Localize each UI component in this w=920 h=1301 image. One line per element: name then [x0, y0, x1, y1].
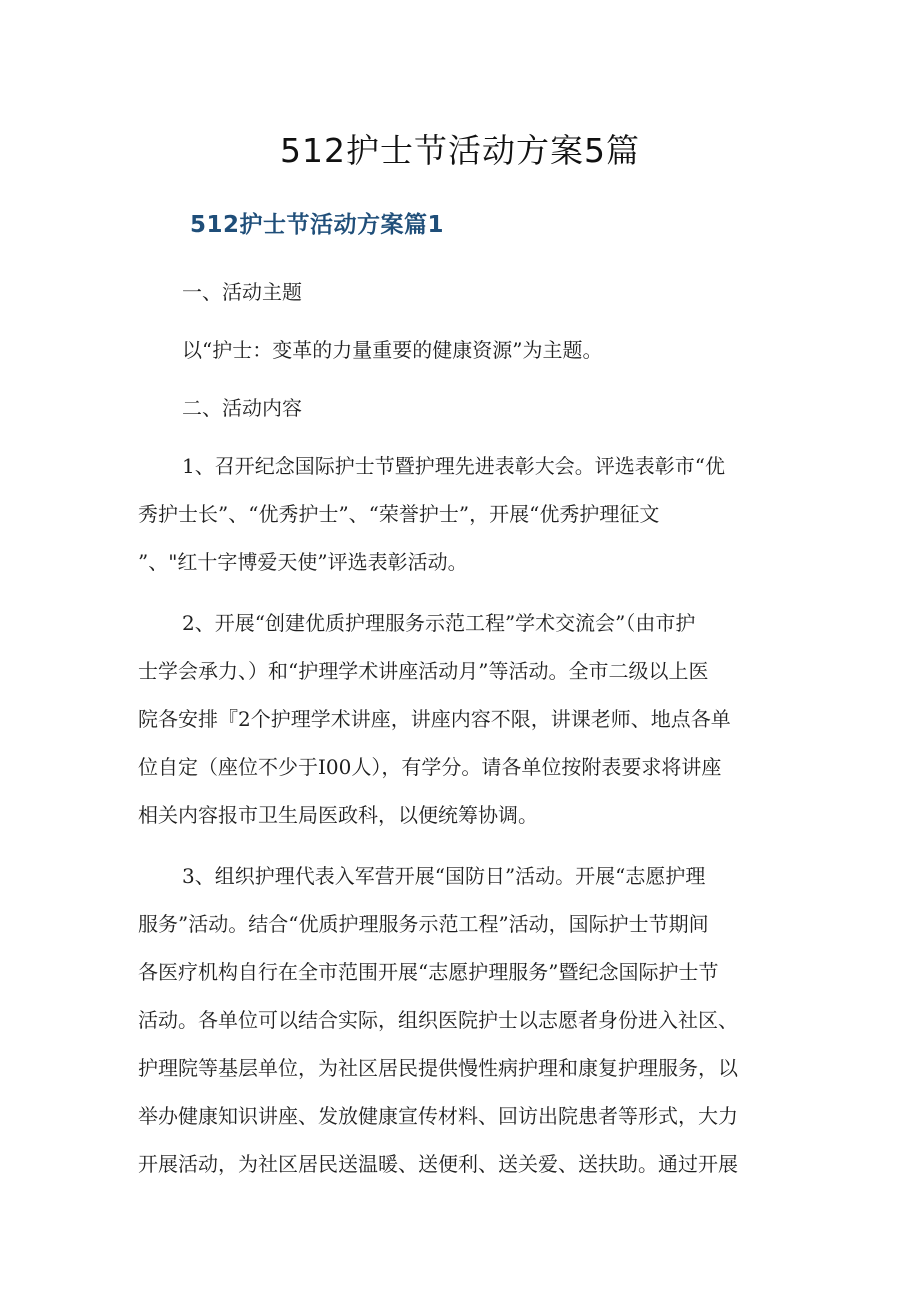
- paragraph-line: 举办健康知识讲座、发放健康宣传材料、回访出院患者等形式，大力: [138, 1104, 738, 1128]
- document-body: [138, 268, 788, 1188]
- heading-activity-theme: [138, 268, 788, 316]
- paragraph-line: 2、开展“创建优质护理服务示范工程”学术交流会”（由市护: [182, 611, 696, 635]
- paragraph-line: 3、组织护理代表入军营开展“国防日”活动。开展“志愿护理: [182, 864, 706, 888]
- heading-line: 二、活动内容: [182, 396, 302, 420]
- paragraph-line: 1、召开纪念国际护士节暨护理先进表彰大会。评选表彰市“优: [182, 454, 725, 478]
- paragraph-line: 以“护士：变革的力量重要的健康资源”为主题。: [182, 338, 603, 362]
- section-heading: 512护士节活动方案篇1: [190, 212, 445, 238]
- paragraph-line: 相关内容报市卫生局医政科，以便统筹协调。: [138, 803, 538, 827]
- document-title: 512护士节活动方案5篇: [280, 131, 640, 170]
- heading-line: 一、活动主题: [182, 280, 302, 304]
- paragraph-line: 各医疗机构自行在全市范围开展“志愿护理服务”暨纪念国际护士节: [138, 960, 719, 984]
- paragraph-line: ”、"红十字博爱天使”评选表彰活动。: [138, 550, 468, 574]
- paragraph-line: 院各安排『2个护理学术讲座，讲座内容不限，讲课老师、地点各单: [138, 707, 731, 731]
- paragraph-line: 秀护士长”、“优秀护士”、“荣誉护士”，开展“优秀护理征文: [138, 502, 660, 526]
- paragraph-line: 服务”活动。结合“优质护理服务示范工程”活动，国际护士节期间: [138, 912, 709, 936]
- paragraph-line: 开展活动，为社区居民送温暖、送便利、送关爱、送扶助。通过开展: [138, 1152, 738, 1176]
- paragraph-line: 士学会承力、）和“护理学术讲座活动月”等活动。全市二级以上医: [138, 659, 709, 683]
- paragraph-item-2: [138, 599, 788, 839]
- paragraph-line: 活动。各单位可以结合实际，组织医院护士以志愿者身份进入社区、: [138, 1008, 738, 1032]
- paragraph-theme: [138, 326, 788, 374]
- heading-activity-content: [138, 384, 788, 432]
- paragraph-line: 护理院等基层单位，为社区居民提供慢性病护理和康复护理服务，以: [138, 1056, 738, 1080]
- paragraph-item-3: [138, 852, 788, 1188]
- paragraph-item-1: [138, 442, 788, 586]
- paragraph-line: 位自定（座位不少于I00人），有学分。请各单位按附表要求将讲座: [138, 755, 722, 779]
